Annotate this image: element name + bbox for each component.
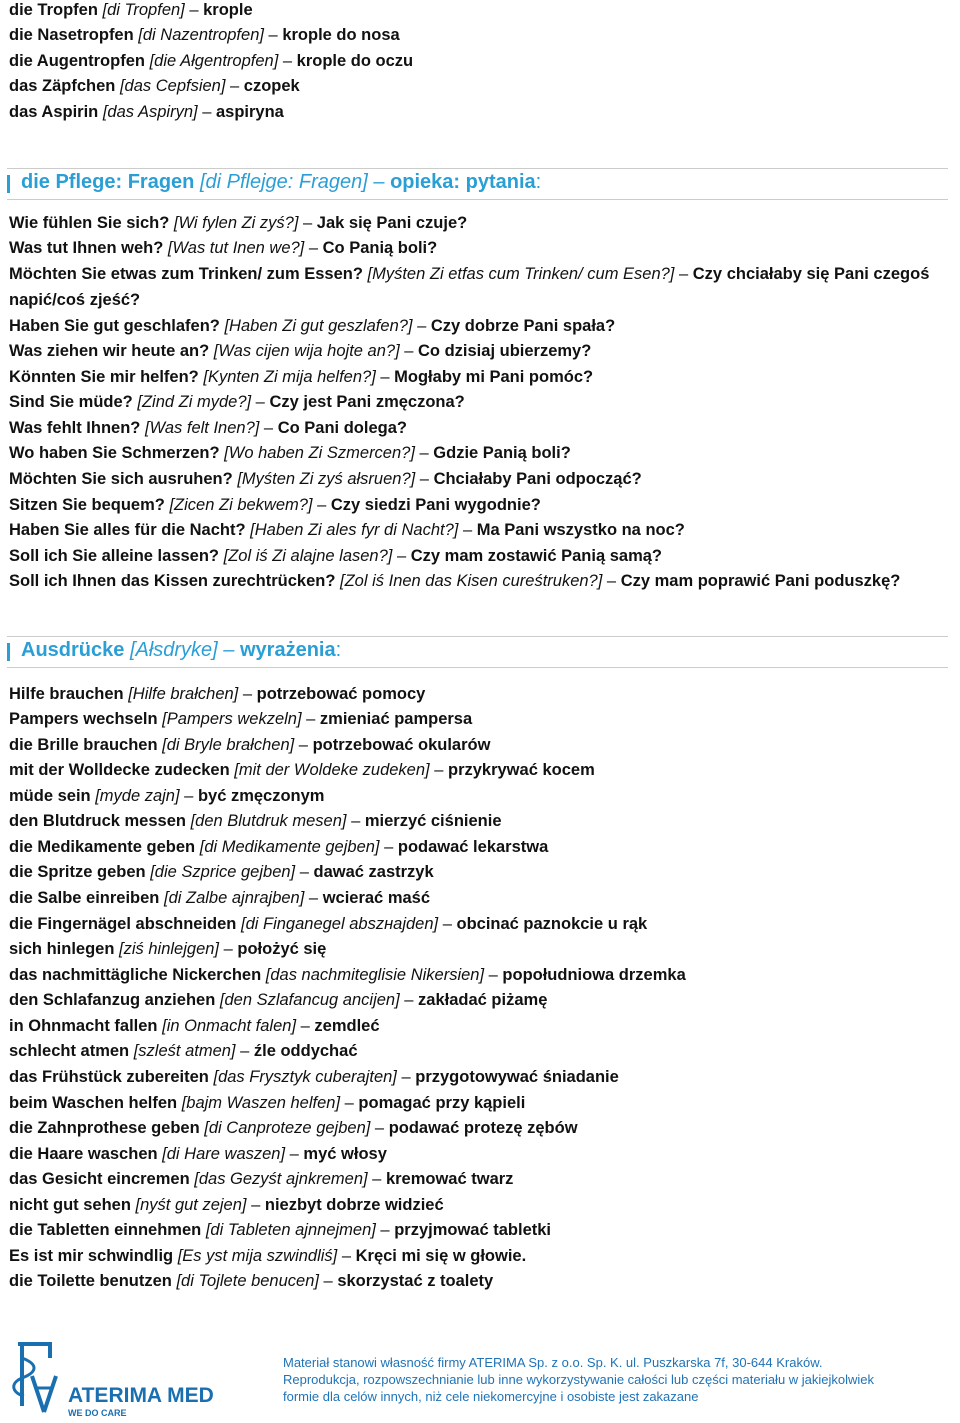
question-entry: Könnten Sie mir helfen? [Kynten Zi mija helfen?] – Mogłaby mi Pani pomóc? — [9, 368, 594, 386]
question-entry: Wie fühlen Sie sich? [Wi fylen Zi zyś?] – Jak się Pani czuje? — [9, 214, 468, 232]
vocab-entry: die Tropfen [di Tropfen] – krople — [9, 1, 253, 19]
logo-name: ATERIMA MED — [68, 1384, 214, 1407]
expression-entry: müde sein [myde zajn] – być zmęczonym — [9, 787, 325, 805]
caduceus-icon — [10, 1336, 66, 1418]
question-entry: Möchten Sie sich ausruhen? [Myśten Zi zyś ałsruen?] – Chciałaby Pani odpocząć? — [9, 470, 642, 488]
expression-entry: schlecht atmen [szleśt atmen] – źle oddychać — [9, 1042, 358, 1060]
copyright-notice — [283, 1354, 953, 1405]
expression-entry: den Schlafanzug anziehen [den Szlafancug ancijen] – zakładać piżamę — [9, 991, 548, 1009]
section-title: die Pflege: Fragen [di Pflejge: Fragen] – opieka: pytania: — [21, 171, 542, 193]
question-entry: Was tut Ihnen weh? [Was tut Inen we?] – Co Panią boli? — [9, 239, 438, 257]
section-heading-ausdruecke — [7, 636, 948, 668]
vocab-entry: das Zäpfchen [das Cepfsien] – czopek — [9, 77, 300, 95]
section-accent-bar — [7, 175, 10, 193]
expression-entry: sich hinlegen [ziś hinlejgen] – położyć się — [9, 940, 327, 958]
question-entry: Haben Sie alles für die Nacht? [Haben Zi ales fyr di Nacht?] – Ma Pani wszystko na noc? — [9, 521, 685, 539]
expression-entry: in Ohnmacht fallen [in Onmacht falen] – zemdleć — [9, 1017, 380, 1035]
section-heading-pflege — [7, 168, 948, 200]
expression-entry: die Haare waschen [di Hare waszen] – myć włosy — [9, 1145, 387, 1163]
vocab-entry: das Aspirin [das Aspiryn] – aspiryna — [9, 103, 284, 121]
vocab-entry: die Augentropfen [die Ałgentropfen] – krople do oczu — [9, 52, 414, 70]
question-entry: Sind Sie müde? [Zind Zi myde?] – Czy jest Pani zmęczona? — [9, 393, 465, 411]
question-entry: Was fehlt Ihnen? [Was felt Inen?] – Co Pani dolega? — [9, 419, 407, 437]
logo-tagline: WE DO CARE — [68, 1408, 127, 1418]
question-entry: Soll ich Ihnen das Kissen zurechtrücken? [Zol iś Inen das Kisen cureśtruken?] – Czy mam poprawić Pani poduszkę? — [9, 572, 901, 590]
expression-entry: die Medikamente geben [di Medikamente gejben] – podawać lekarstwa — [9, 838, 549, 856]
question-entry: Was ziehen wir heute an? [Was cijen wija hojte an?] – Co dzisiaj ubierzemy? — [9, 342, 592, 360]
expression-entry: die Zahnprothese geben [di Canproteze gejben] – podawać protezę zębów — [9, 1119, 578, 1137]
section-title: Ausdrücke [Ałsdryke] – wyrażenia: — [21, 639, 342, 661]
section-accent-bar — [7, 643, 10, 661]
question-entry: Soll ich Sie alleine lassen? [Zol iś Zi alajne lasen?] – Czy mam zostawić Panią samą? — [9, 547, 662, 565]
expression-entry: die Toilette benutzen [di Tojlete benucen] – skorzystać z toalety — [9, 1272, 494, 1290]
expression-entry: Hilfe brauchen [Hilfe brałchen] – potrzebować pomocy — [9, 685, 426, 703]
expression-entry: die Brille brauchen [di Bryle brałchen] – potrzebować okularów — [9, 736, 491, 754]
question-entry: Haben Sie gut geschlafen? [Haben Zi gut geszlafen?] – Czy dobrze Pani spała? — [9, 317, 616, 335]
expression-entry: den Blutdruck messen [den Blutdruk mesen] – mierzyć ciśnienie — [9, 812, 502, 830]
expression-entry: nicht gut sehen [nyśt gut zejen] – niezbyt dobrze widzieć — [9, 1196, 444, 1214]
expression-entry: beim Waschen helfen [bajm Waszen helfen] – pomagać przy kąpieli — [9, 1094, 526, 1112]
expression-entry: Es ist mir schwindlig [Es yst mija szwindliś] – Kręci mi się w głowie. — [9, 1247, 527, 1265]
expression-entry: das nachmittägliche Nickerchen [das nachmiteglisie Nikersien] – popołudniowa drzemka — [9, 966, 686, 984]
question-entry: Sitzen Sie bequem? [Zicen Zi bekwem?] – Czy siedzi Pani wygodnie? — [9, 496, 541, 514]
expression-entry: das Frühstück zubereiten [das Frysztyk cuberajten] – przygotowywać śniadanie — [9, 1068, 619, 1086]
aterima-logo — [10, 1336, 214, 1418]
question-entry: Möchten Sie etwas zum Trinken/ zum Essen? [Myśten Zi etfas cum Trinken/ cum Esen?] – Czy chciałaby się Pani czegoś napić/coś zjeść? — [9, 265, 930, 309]
expression-entry: die Tabletten einnehmen [di Tableten ajnnejmen] – przyjmować tabletki — [9, 1221, 552, 1239]
expression-entry: die Salbe einreiben [di Zalbe ajnrajben] – wcierać maść — [9, 889, 431, 907]
expression-entry: Pampers wechseln [Pampers wekzeln] – zmieniać pampersa — [9, 710, 473, 728]
question-entry: Wo haben Sie Schmerzen? [Wo haben Zi Szmercen?] – Gdzie Panią boli? — [9, 444, 571, 462]
vocab-entry: die Nasetropfen [di Nazentropfen] – krople do nosa — [9, 26, 400, 44]
expression-entry: das Gesicht eincremen [das Gezyśt ajnkremen] – kremować twarz — [9, 1170, 514, 1188]
expression-entry: die Fingernägel abschneiden [di Finganegel abszнajden] – obcinać paznokcie u rąk — [9, 915, 648, 933]
expression-entry: mit der Wolldecke zudecken [mit der Woldeke zudeken] – przykrywać kocem — [9, 761, 595, 779]
notice-line: Materiał stanowi własność firmy ATERIMA Sp. z o.o. Sp. K. ul. Puszkarska 7f, 30-644 Kraków. — [283, 1355, 823, 1370]
expression-entry: die Spritze geben [die Szprice gejben] – dawać zastrzyk — [9, 863, 434, 881]
notice-line: formie dla celów innych, niż cele niekomercyjne i osobiste jest zakazane — [283, 1389, 699, 1404]
notice-line: Reprodukcja, rozpowszechnianie lub inne wykorzystywanie całości lub części materiału w jakiejkolwiek — [283, 1372, 875, 1387]
